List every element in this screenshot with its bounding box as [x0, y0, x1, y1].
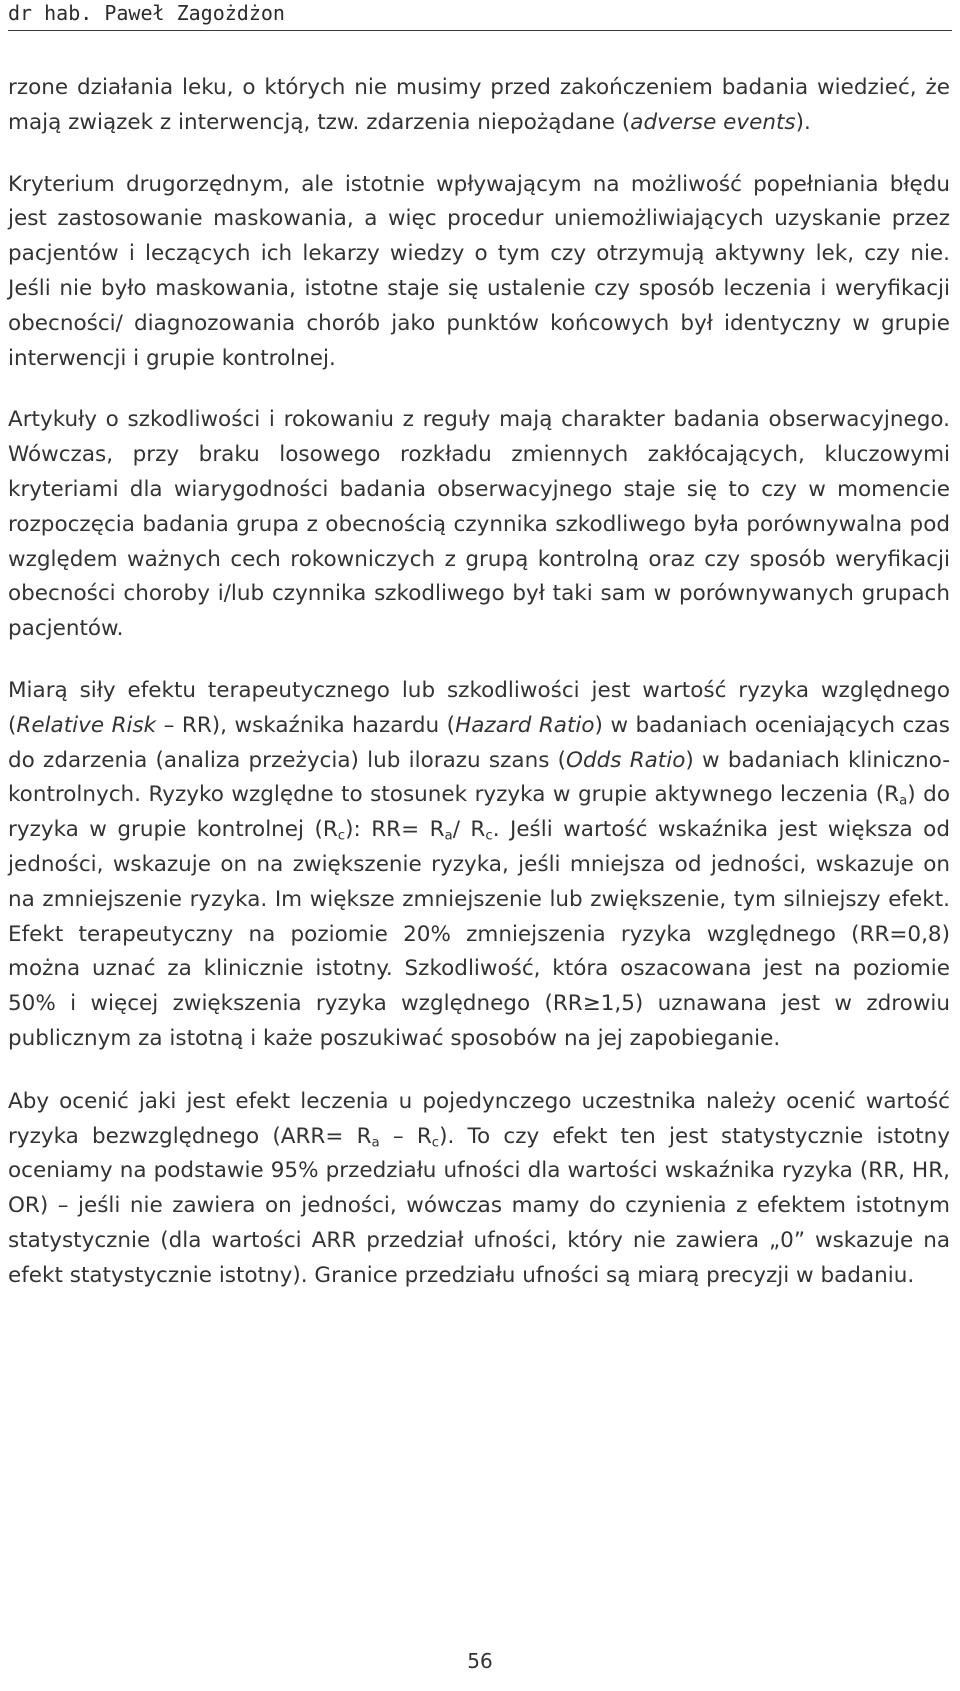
text-run: ): RR= R	[345, 817, 445, 843]
running-header	[8, 0, 952, 31]
text-run: – RR), wskaźnika hazardu (	[156, 712, 456, 738]
subscript: c	[431, 1134, 440, 1150]
paragraph-masking: Kryterium drugorzędnym, ale istotnie wpływającym na możliwość popełniania błędu jest zastosowanie maskowania, a więc procedur uniemożliwiających uzyskanie przez pacjentów i leczących ich lekarzy wiedzy o tym czy otrzymują aktywny lek, czy nie. Jeśli nie było maskowania, istotne staje się ustalenie czy sposób leczenia i weryfikacji obecności/ diagnozowania chorób jako punktów końcowych był identyczny w grupie interwencji i grupie kontrolnej.	[8, 171, 950, 371]
text-run: ) do ryzyka w grupie kontrolnej (R	[8, 782, 950, 843]
text-run: ) w badaniach kliniczno-kontrolnych. Ryzyko względne to stosunek ryzyka w grupie aktywnego leczenia (R	[8, 747, 950, 808]
subscript: a	[899, 793, 908, 809]
text-run: ). To czy efekt ten jest statystycznie istotny oceniamy na podstawie 95% przedziału ufności dla wartości wskaźnika ryzyka (RR, HR, OR) – jeśli nie zawiera on jedności, wówczas mamy do czynienia z efektem istotnym statystycznie (dla wartości ARR przedział ufności, który nie zawiera „0” wskazuje na efekt statystycznie istotny). Granice przedziału ufności są miarą precyzji w badaniu.	[8, 1123, 951, 1288]
term-relative-risk: Relative Risk	[16, 712, 157, 738]
text-run: Miarą siły efektu terapeutycznego lub szkodliwości jest wartość ryzyka względnego (	[8, 677, 950, 738]
subscript: a	[444, 828, 453, 844]
text-run: ) w badaniach oceniających czas do zdarzenia (analiza przeżycia) lub ilorazu szans (	[8, 712, 951, 773]
subscript: a	[371, 1134, 380, 1150]
text-run: . Jeśli wartość wskaźnika jest większa od jedności, wskazuje on na zwiększenie ryzyka, jeśli mniejsza od jedności, wskazuje on na zmniejszenie ryzyka. Im większe zmniejszenie lub zwiększenie, tym silniejszy efekt. Efekt terapeutyczny na poziomie 20% zmniejszenia ryzyka względnego (RR=0,8) można uznać za klinicznie istotny. Szkodliwość, która oszacowana jest na poziomie 50% i więcej zwiększenia ryzyka względnego (RR≥1,5) uznawana jest w zdrowiu publicznym za istotną i każe poszukiwać sposobów na jej zapobieganie.	[8, 817, 950, 1051]
text-run: Aby ocenić jaki jest efekt leczenia u pojedynczego uczestnika należy ocenić wartość ryzyka bezwzględnego (ARR= R	[8, 1088, 950, 1149]
paragraph-absolute-risk	[8, 1085, 950, 1294]
text-run: rzone działania leku, o których nie musimy przed zakończeniem badania wiedzieć, że mają związek z interwencją, tzw. zdarzenia niepożądane (	[8, 75, 950, 135]
text-run: – R	[379, 1123, 432, 1149]
term-hazard-ratio: Hazard Ratio	[455, 712, 595, 738]
paragraph-adverse-events	[8, 71, 950, 141]
page-number: 56	[467, 1649, 493, 1673]
subscript: c	[485, 828, 493, 844]
page-body	[8, 71, 950, 1321]
header-author: dr hab. Paweł Zagożdżon	[8, 1, 285, 25]
text-run: ).	[795, 109, 811, 135]
term-odds-ratio: Odds Ratio	[566, 747, 686, 773]
subscript: c	[337, 828, 346, 844]
text-run: / R	[452, 817, 486, 843]
paragraph-observational: Artykuły o szkodliwości i rokowaniu z reguły mają charakter badania obserwacyjnego. Wówczas, przy braku losowego rozkładu zmiennych zakłócających, kluczowymi kryteriami dla wiarygodności badania obserwacyjnego staje się to czy w momencie rozpoczęcia badania grupa z obecnością czynnika szkodliwego była porównywalna pod względem ważnych cech rokowniczych z grupą kontrolną oraz czy sposób weryfikacji obecności choroby i/lub czynnika szkodliwego był taki sam w porównywanych grupach pacjentów.	[8, 407, 950, 642]
term-adverse-events: adverse events	[630, 109, 796, 135]
paragraph-relative-risk	[8, 674, 950, 1057]
